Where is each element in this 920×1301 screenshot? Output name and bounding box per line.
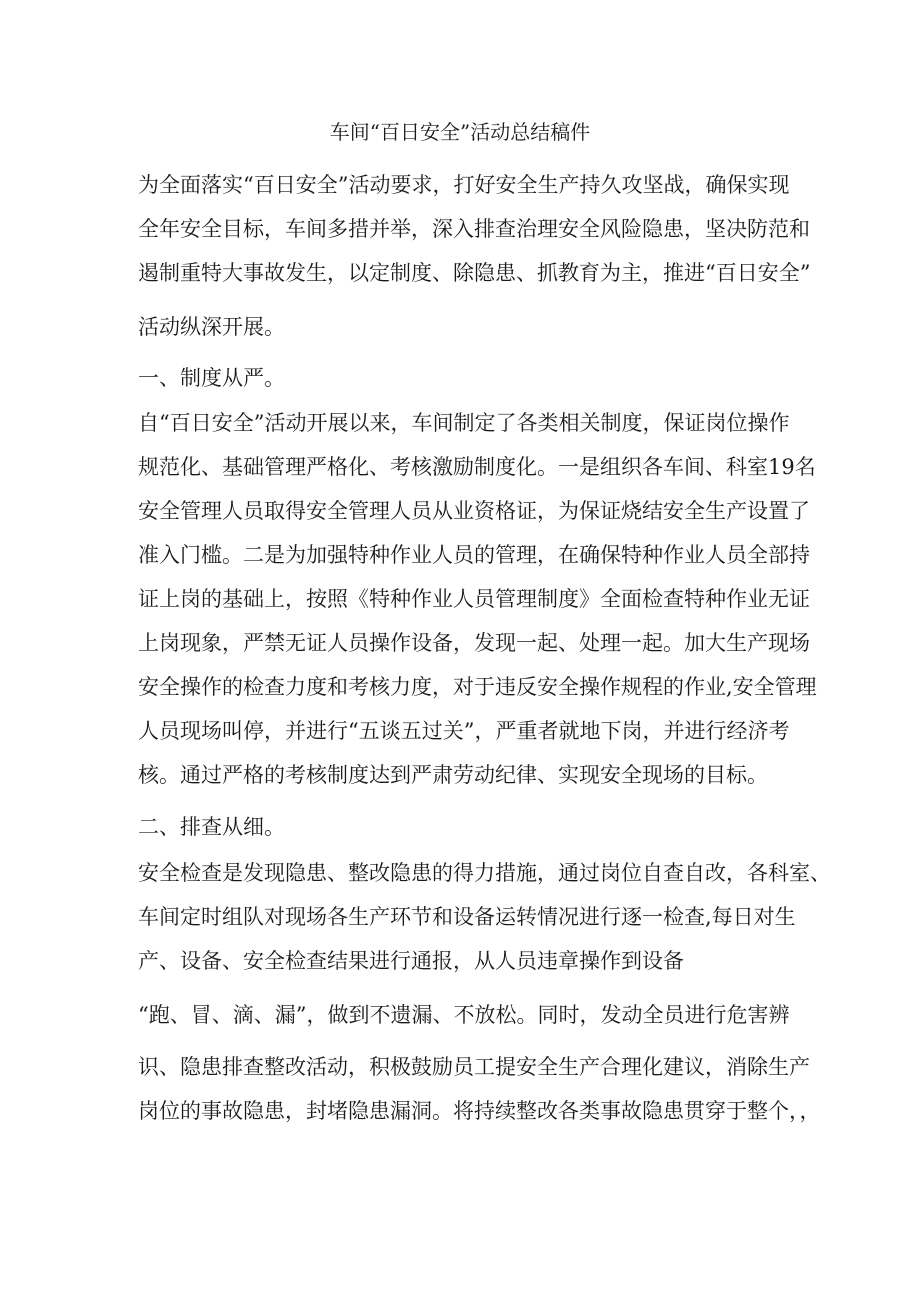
text-line: 安全操作的检查力度和考核力度，对于违反安全操作规程的作业,安全管理 bbox=[138, 675, 817, 699]
text-line: 为全面落实“百日安全”活动要求，打好安全生产持久攻坚战，确保实现 bbox=[138, 173, 790, 197]
text-line: 自“百日安全”活动开展以来，车间制定了各类相关制度，保证岗位操作 bbox=[138, 411, 790, 435]
text-line: 产、设备、安全检查结果进行通报，从人员违章操作到设备 bbox=[138, 949, 684, 973]
document-title: 车间“百日安全”活动总结稿件 bbox=[329, 120, 591, 144]
section-heading-1: 一、制度从严。 bbox=[138, 366, 285, 390]
text-line: 遏制重特大事故发生，以定制度、除隐患、抓教育为主，推进“百日安全” bbox=[138, 261, 811, 285]
text-line: 识、隐患排查整改活动，积极鼓励员工提安全生产合理化建议，消除生产 bbox=[138, 1055, 810, 1079]
text-line: 人员现场叫停，并进行“五谈五过关”，严重者就地下岗，并进行经济考 bbox=[138, 719, 790, 743]
text-line: 核。通过严格的考核制度达到严肃劳动纪律、实现安全现场的目标。 bbox=[138, 763, 768, 787]
text-line: 安全检查是发现隐患、整改隐患的得力措施，通过岗位自查自改，各科室、 bbox=[138, 861, 831, 885]
text-line: 上岗现象，严禁无证人员操作设备，发现一起、处理一起。加大生产现场 bbox=[138, 631, 810, 655]
text-line: 车间定时组队对现场各生产环节和设备运转情况进行逐一检查,每日对生 bbox=[138, 905, 796, 929]
section-heading-2: 二、排查从细。 bbox=[138, 815, 285, 839]
text-line: 准入门槛。二是为加强特种作业人员的管理，在确保特种作业人员全部持 bbox=[138, 543, 810, 567]
text-line: 岗位的事故隐患，封堵隐患漏洞。将持续整改各类事故隐患贯穿于整个，， bbox=[138, 1099, 821, 1123]
text-line: 全年安全目标，车间多措并举，深入排查治理安全风险隐患，坚决防范和 bbox=[138, 217, 810, 241]
text-line: 证上岗的基础上，按照《特种作业人员管理制度》全面检查特种作业无证 bbox=[138, 587, 810, 611]
text-line: 规范化、基础管理严格化、考核激励制度化。一是组织各车间、科室19名 bbox=[138, 455, 816, 479]
text-line: “跑、冒、滴、漏”，做到不遗漏、不放松。同时，发动全员进行危害辨 bbox=[138, 1003, 790, 1027]
text-line: 活动纵深开展。 bbox=[138, 315, 285, 339]
text-line: 安全管理人员取得安全管理人员从业资格证，为保证烧结安全生产设置了 bbox=[138, 499, 810, 523]
